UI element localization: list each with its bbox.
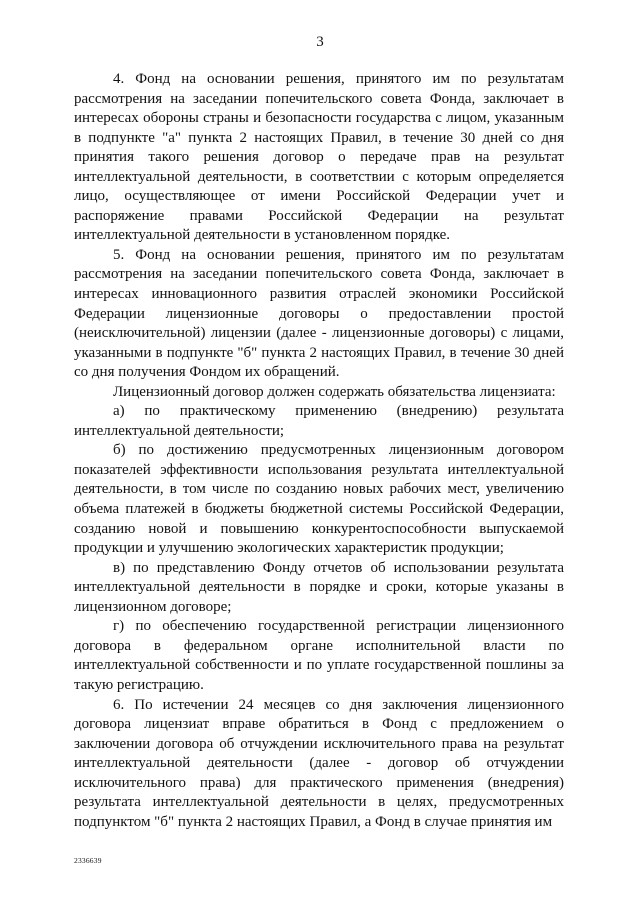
paragraph-item-g: г) по обеспечению государственной регистрации лицензионного договора в федеральном органе исполнительной власти по интеллектуальной собственности и по уплате государственной пошлины за такую регистрацию.	[74, 618, 564, 693]
paragraph-item-a: а) по практическому применению (внедрению) результата интеллектуальной деятельности;	[74, 403, 564, 439]
paragraph-5: 5. Фонд на основании решения, принятого им по результатам рассмотрения на заседании попечительского совета Фонда, заключает в интересах инновационного развития отраслей экономики Российской Федерации лицензионные договоры о предоставлении простой (неисключительной) лицензии (далее - лицензионные договоры) с лицами, указанными в подпункте "б" пункта 2 настоящих Правил, в течение 30 дней со дня получения Фондом их обращений.	[74, 246, 564, 381]
paragraph-license-obligations-intro: Лицензионный договор должен содержать обязательства лицензиата:	[113, 383, 556, 400]
document-body	[74, 70, 564, 832]
paragraph-4: 4. Фонд на основании решения, принятого им по результатам рассмотрения на заседании попечительского совета Фонда, заключает в интересах обороны страны и безопасности государства с лицом, указанным в подпункте "а" пункта 2 настоящих Правил, в течение 30 дней со дня принятия такого решения договор о передаче прав на результат интеллектуальной деятельности, в соответствии с которым определяется лицо, осуществляющее от имени Российской Федерации учет и распоряжение правами Российской Федерации на результат интеллектуальной деятельности в установленном порядке.	[74, 71, 564, 244]
paragraph-item-b: б) по достижению предусмотренных лицензионным договором показателей эффективности использования результата интеллектуальной деятельности, в том числе по созданию новых рабочих мест, увеличению объема платежей в бюджеты бюджетной системы Российской Федерации, созданию новой и повышению конкурентоспособности выпускаемой продукции и улучшению экологических характеристик продукции;	[74, 442, 564, 557]
paragraph-item-v: в) по представлению Фонду отчетов об использовании результата интеллектуальной деятельности в порядке и сроки, которые указаны в лицензионном договоре;	[74, 559, 564, 615]
document-code: 2336639	[74, 856, 102, 865]
page-number: 3	[316, 34, 324, 50]
paragraph-6: 6. По истечении 24 месяцев со дня заключения лицензионного договора лицензиат вправе обратиться в Фонд с предложением о заключении договора об отчуждении исключительного права на результат интеллектуальной деятельности (далее - договор об отчуждении исключительного права) для практического применения (внедрения) результата интеллектуальной деятельности в целях, предусмотренных подпунктом "б" пункта 2 настоящих Правил, а Фонд в случае принятия им	[74, 696, 564, 830]
